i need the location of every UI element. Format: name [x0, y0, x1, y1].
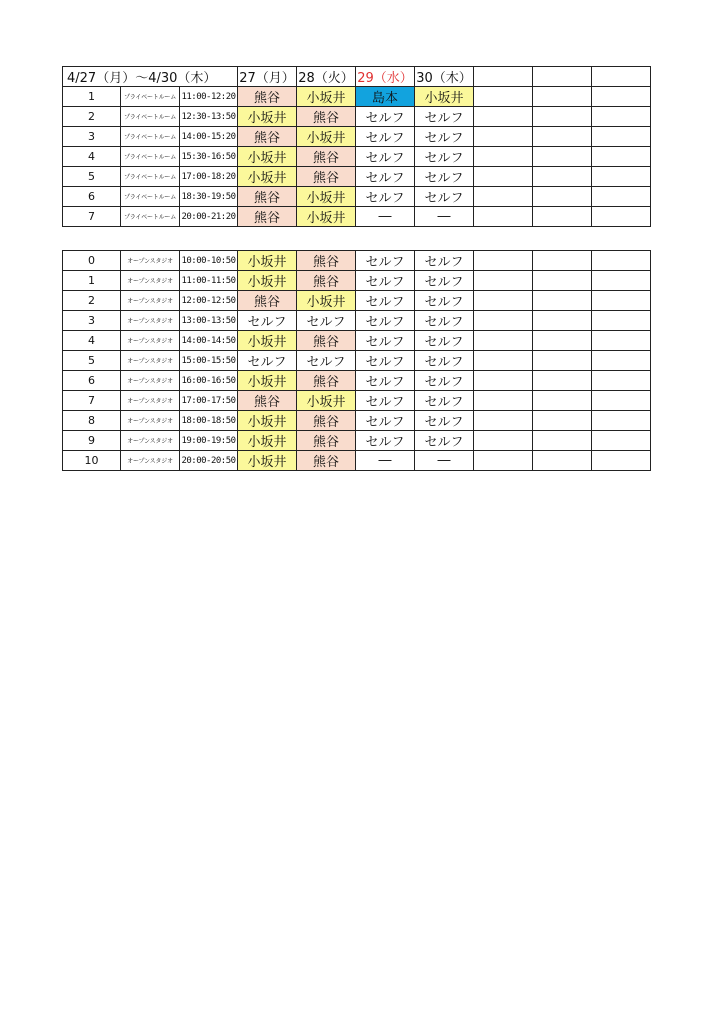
instructor-cell: セルフ: [415, 431, 474, 451]
instructor-cell: セルフ: [356, 371, 415, 391]
session-number: 3: [63, 127, 121, 147]
instructor-cell: セルフ: [415, 371, 474, 391]
time-slot: 14:00-15:20: [180, 127, 238, 147]
time-slot: 13:00-13:50: [180, 311, 238, 331]
room-name: オープンスタジオ: [121, 271, 180, 291]
instructor-cell: セルフ: [356, 187, 415, 207]
empty-cell: [474, 411, 533, 431]
instructor-cell: セルフ: [415, 107, 474, 127]
instructor-cell: セルフ: [415, 187, 474, 207]
time-slot: 19:00-19:50: [180, 431, 238, 451]
empty-cell: [533, 251, 592, 271]
session-number: 0: [63, 251, 121, 271]
time-slot: 10:00-10:50: [180, 251, 238, 271]
time-slot: 11:00-11:50: [180, 271, 238, 291]
room-name: プライベートルーム: [121, 107, 180, 127]
instructor-cell: 熊谷: [297, 107, 356, 127]
schedule-row: [63, 187, 651, 207]
instructor-cell: セルフ: [415, 331, 474, 351]
instructor-cell: セルフ: [356, 291, 415, 311]
empty-cell: [533, 331, 592, 351]
instructor-cell: 熊谷: [297, 331, 356, 351]
instructor-cell: セルフ: [356, 311, 415, 331]
room-name: オープンスタジオ: [121, 351, 180, 371]
empty-cell: [474, 431, 533, 451]
instructor-cell: 小坂井: [238, 107, 297, 127]
room-name: オープンスタジオ: [121, 411, 180, 431]
time-slot: 17:00-18:20: [180, 167, 238, 187]
room-name: プライベートルーム: [121, 187, 180, 207]
schedule-row: [63, 351, 651, 371]
instructor-cell: 小坂井: [238, 147, 297, 167]
schedule-row: [63, 147, 651, 167]
header-row: [63, 67, 651, 87]
schedule-row: [63, 311, 651, 331]
empty-cell: [592, 391, 651, 411]
date-range-header: 4/27（月）～4/30（木）: [63, 67, 238, 87]
empty-cell: [533, 391, 592, 411]
instructor-cell: 小坂井: [297, 391, 356, 411]
schedule-row: [63, 451, 651, 471]
instructor-cell: セルフ: [297, 311, 356, 331]
empty-cell: [533, 271, 592, 291]
instructor-cell: セルフ: [415, 167, 474, 187]
schedule-row: [63, 127, 651, 147]
empty-cell: [474, 291, 533, 311]
instructor-cell: セルフ: [415, 271, 474, 291]
room-name: オープンスタジオ: [121, 371, 180, 391]
time-slot: 14:00-14:50: [180, 331, 238, 351]
instructor-cell: 小坂井: [238, 331, 297, 351]
instructor-cell: 熊谷: [238, 187, 297, 207]
empty-cell: [533, 311, 592, 331]
empty-cell: [474, 67, 533, 87]
instructor-cell: 熊谷: [297, 167, 356, 187]
instructor-cell: セルフ: [415, 127, 474, 147]
instructor-cell: 小坂井: [238, 251, 297, 271]
schedule-row: [63, 207, 651, 227]
time-slot: 17:00-17:50: [180, 391, 238, 411]
empty-cell: [474, 251, 533, 271]
session-number: 2: [63, 291, 121, 311]
instructor-cell: セルフ: [415, 411, 474, 431]
session-number: 1: [63, 271, 121, 291]
instructor-cell: セルフ: [356, 251, 415, 271]
instructor-cell: 熊谷: [297, 431, 356, 451]
schedule-row: [63, 251, 651, 271]
instructor-cell: 熊谷: [238, 391, 297, 411]
instructor-cell: 小坂井: [297, 87, 356, 107]
instructor-cell: セルフ: [356, 331, 415, 351]
schedule-row: [63, 411, 651, 431]
empty-cell: [592, 291, 651, 311]
empty-cell: [533, 127, 592, 147]
day-header: 27（月）: [238, 67, 297, 87]
instructor-cell: セルフ: [356, 411, 415, 431]
time-slot: 18:30-19:50: [180, 187, 238, 207]
schedule-row: [63, 291, 651, 311]
empty-cell: [592, 271, 651, 291]
empty-cell: [474, 107, 533, 127]
instructor-cell: ―: [415, 207, 474, 227]
session-number: 6: [63, 187, 121, 207]
empty-cell: [533, 147, 592, 167]
instructor-cell: セルフ: [415, 311, 474, 331]
room-name: プライベートルーム: [121, 147, 180, 167]
instructor-cell: 小坂井: [297, 291, 356, 311]
private-room-schedule-table: [62, 66, 651, 227]
schedule-row: [63, 371, 651, 391]
time-slot: 11:00-12:20: [180, 87, 238, 107]
empty-cell: [533, 411, 592, 431]
time-slot: 20:00-20:50: [180, 451, 238, 471]
instructor-cell: セルフ: [356, 107, 415, 127]
instructor-cell: セルフ: [415, 391, 474, 411]
schedule-row: [63, 87, 651, 107]
instructor-cell: 熊谷: [238, 291, 297, 311]
empty-cell: [533, 291, 592, 311]
instructor-cell: 小坂井: [238, 167, 297, 187]
empty-cell: [474, 451, 533, 471]
empty-cell: [474, 187, 533, 207]
room-name: オープンスタジオ: [121, 391, 180, 411]
day-header: 30（木）: [415, 67, 474, 87]
instructor-cell: セルフ: [415, 291, 474, 311]
empty-cell: [474, 371, 533, 391]
session-number: 7: [63, 207, 121, 227]
empty-cell: [474, 147, 533, 167]
empty-cell: [533, 107, 592, 127]
empty-cell: [592, 107, 651, 127]
instructor-cell: 小坂井: [238, 411, 297, 431]
empty-cell: [533, 187, 592, 207]
instructor-cell: セルフ: [356, 351, 415, 371]
schedule-row: [63, 107, 651, 127]
time-slot: 20:00-21:20: [180, 207, 238, 227]
empty-cell: [474, 271, 533, 291]
day-header: 28（火）: [297, 67, 356, 87]
schedule-row: [63, 331, 651, 351]
empty-cell: [474, 391, 533, 411]
empty-cell: [474, 87, 533, 107]
instructor-cell: セルフ: [356, 167, 415, 187]
empty-cell: [592, 67, 651, 87]
empty-cell: [592, 371, 651, 391]
empty-cell: [592, 207, 651, 227]
empty-cell: [592, 127, 651, 147]
session-number: 10: [63, 451, 121, 471]
empty-cell: [533, 167, 592, 187]
empty-cell: [474, 167, 533, 187]
day-header-holiday: 29（水）: [356, 67, 415, 87]
instructor-cell: 小坂井: [297, 207, 356, 227]
room-name: プライベートルーム: [121, 87, 180, 107]
instructor-cell: セルフ: [238, 351, 297, 371]
empty-cell: [592, 411, 651, 431]
instructor-cell: セルフ: [356, 147, 415, 167]
instructor-cell: セルフ: [297, 351, 356, 371]
instructor-cell: セルフ: [356, 391, 415, 411]
instructor-cell: 小坂井: [238, 371, 297, 391]
instructor-cell: セルフ: [415, 251, 474, 271]
room-name: オープンスタジオ: [121, 331, 180, 351]
session-number: 1: [63, 87, 121, 107]
schedule-row: [63, 431, 651, 451]
instructor-cell: 熊谷: [238, 87, 297, 107]
schedule-row: [63, 167, 651, 187]
instructor-cell: ―: [356, 451, 415, 471]
room-name: プライベートルーム: [121, 207, 180, 227]
instructor-cell: 島本: [356, 87, 415, 107]
empty-cell: [533, 371, 592, 391]
empty-cell: [592, 431, 651, 451]
time-slot: 12:30-13:50: [180, 107, 238, 127]
session-number: 4: [63, 147, 121, 167]
instructor-cell: 小坂井: [238, 451, 297, 471]
instructor-cell: セルフ: [356, 127, 415, 147]
empty-cell: [474, 311, 533, 331]
room-name: オープンスタジオ: [121, 291, 180, 311]
open-studio-schedule-table: [62, 250, 651, 471]
schedule-row: [63, 391, 651, 411]
empty-cell: [592, 167, 651, 187]
session-number: 9: [63, 431, 121, 451]
instructor-cell: 熊谷: [297, 251, 356, 271]
room-name: オープンスタジオ: [121, 431, 180, 451]
time-slot: 16:00-16:50: [180, 371, 238, 391]
empty-cell: [533, 351, 592, 371]
time-slot: 12:00-12:50: [180, 291, 238, 311]
empty-cell: [592, 311, 651, 331]
instructor-cell: 熊谷: [297, 411, 356, 431]
empty-cell: [474, 207, 533, 227]
instructor-cell: ―: [415, 451, 474, 471]
instructor-cell: 熊谷: [297, 271, 356, 291]
session-number: 5: [63, 167, 121, 187]
room-name: オープンスタジオ: [121, 311, 180, 331]
room-name: オープンスタジオ: [121, 251, 180, 271]
time-slot: 15:30-16:50: [180, 147, 238, 167]
empty-cell: [474, 351, 533, 371]
empty-cell: [474, 127, 533, 147]
empty-cell: [592, 351, 651, 371]
instructor-cell: 小坂井: [415, 87, 474, 107]
empty-cell: [533, 207, 592, 227]
instructor-cell: 熊谷: [238, 207, 297, 227]
empty-cell: [592, 87, 651, 107]
room-name: プライベートルーム: [121, 127, 180, 147]
session-number: 6: [63, 371, 121, 391]
instructor-cell: セルフ: [415, 351, 474, 371]
empty-cell: [592, 187, 651, 207]
empty-cell: [592, 251, 651, 271]
empty-cell: [592, 147, 651, 167]
instructor-cell: 小坂井: [238, 271, 297, 291]
time-slot: 18:00-18:50: [180, 411, 238, 431]
empty-cell: [592, 331, 651, 351]
session-number: 2: [63, 107, 121, 127]
session-number: 7: [63, 391, 121, 411]
empty-cell: [533, 431, 592, 451]
instructor-cell: 熊谷: [297, 371, 356, 391]
instructor-cell: セルフ: [238, 311, 297, 331]
instructor-cell: 熊谷: [238, 127, 297, 147]
time-slot: 15:00-15:50: [180, 351, 238, 371]
session-number: 5: [63, 351, 121, 371]
empty-cell: [533, 87, 592, 107]
room-name: プライベートルーム: [121, 167, 180, 187]
instructor-cell: ―: [356, 207, 415, 227]
empty-cell: [474, 331, 533, 351]
schedule-row: [63, 271, 651, 291]
session-number: 8: [63, 411, 121, 431]
empty-cell: [533, 67, 592, 87]
instructor-cell: 熊谷: [297, 451, 356, 471]
session-number: 4: [63, 331, 121, 351]
instructor-cell: セルフ: [356, 271, 415, 291]
empty-cell: [533, 451, 592, 471]
instructor-cell: 熊谷: [297, 147, 356, 167]
session-number: 3: [63, 311, 121, 331]
instructor-cell: 小坂井: [238, 431, 297, 451]
instructor-cell: 小坂井: [297, 127, 356, 147]
instructor-cell: セルフ: [415, 147, 474, 167]
room-name: オープンスタジオ: [121, 451, 180, 471]
instructor-cell: セルフ: [356, 431, 415, 451]
instructor-cell: 小坂井: [297, 187, 356, 207]
empty-cell: [592, 451, 651, 471]
